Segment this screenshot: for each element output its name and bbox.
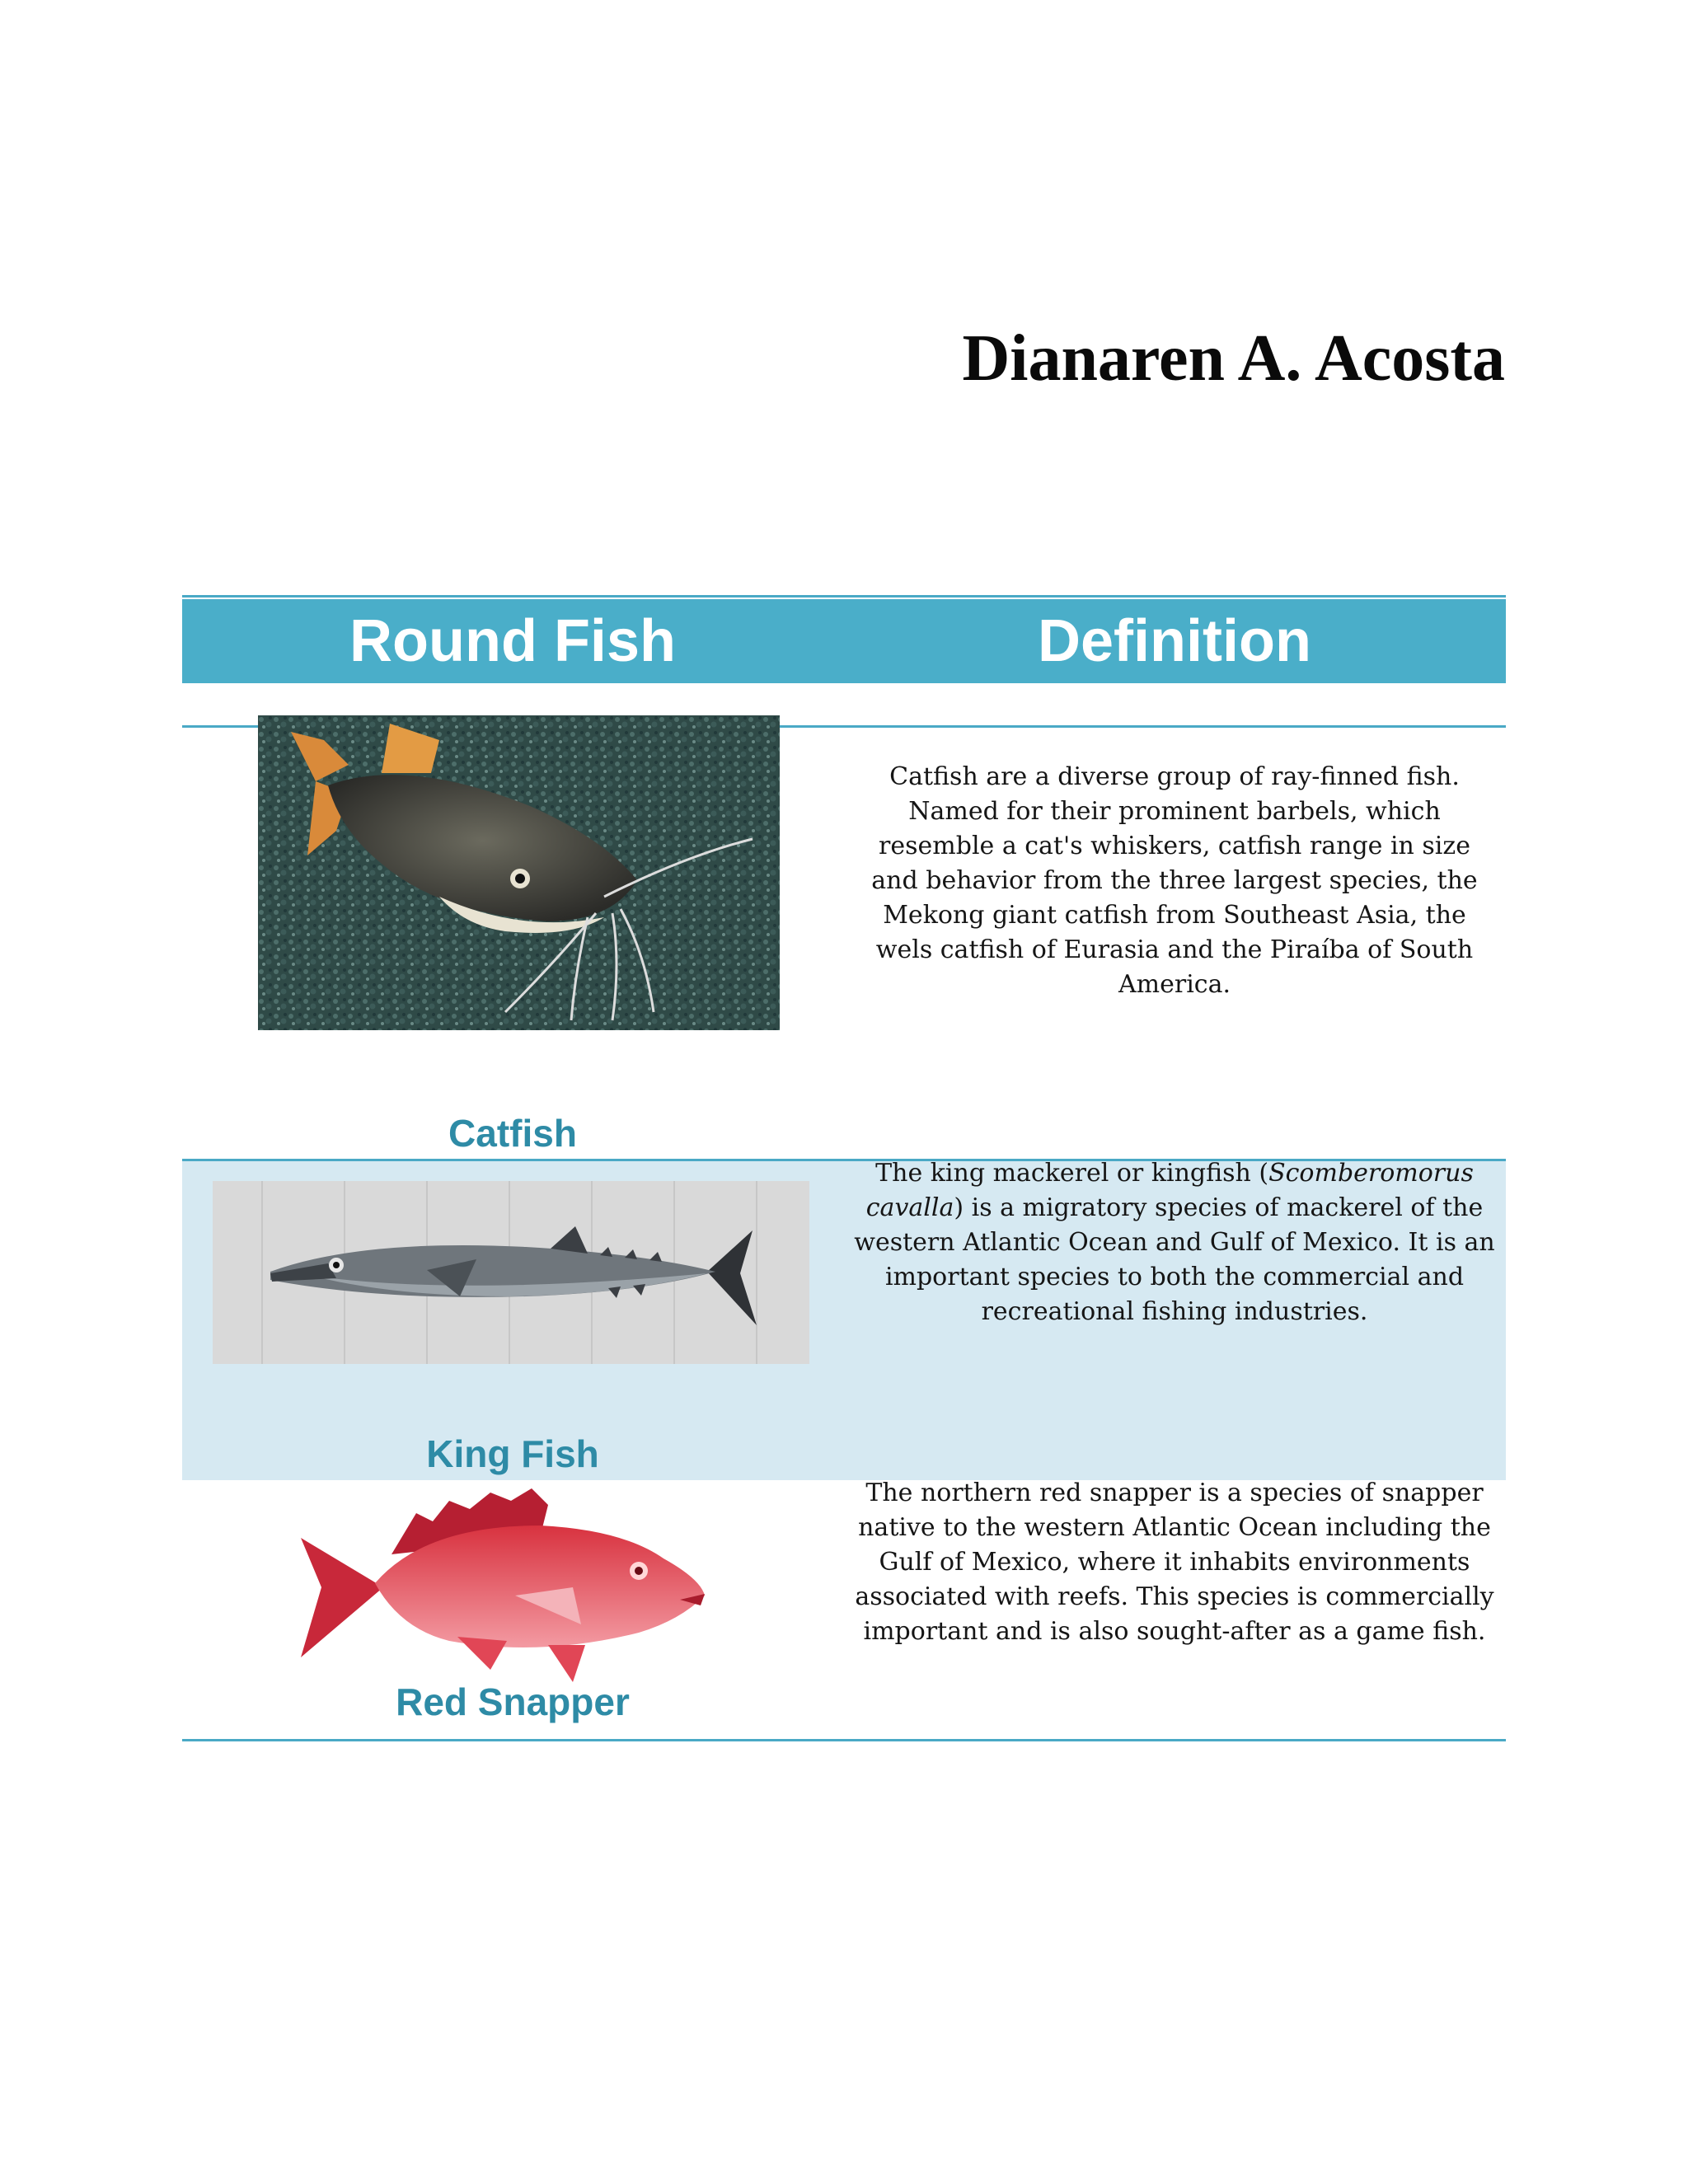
author-name: Dianaren A. Acosta xyxy=(962,322,1505,395)
header-round-fish: Round Fish xyxy=(349,608,676,674)
red-snapper-label: Red Snapper xyxy=(396,1680,630,1723)
kingfish-image xyxy=(213,1181,809,1364)
kingfish-label: King Fish xyxy=(426,1432,599,1475)
red-snapper-definition: The northern red snapper is a species of snapper native to the western Atlantic Ocean including the Gulf of Mexico, where it inhabits environments associated with reefs. This species is commercially important and is also sought-after as a game fish. xyxy=(855,1479,1494,1646)
table-bottom-border xyxy=(182,1739,1506,1741)
kingfish-scientific-name: Scomberomorus cavalla xyxy=(865,1159,1474,1222)
catfish-definition: Catfish are a diverse group of ray-finned fish. Named for their prominent barbels, which resemble a cat's whiskers, catfish range in size and behavior from the three largest species, the Mekong giant catfish from Southeast Asia, the wels catfish of Eurasia and the Piraíba of South America. xyxy=(871,762,1478,999)
header-definition: Definition xyxy=(1038,608,1311,674)
catfish-label: Catfish xyxy=(448,1112,577,1155)
red-snapper-image xyxy=(293,1480,713,1686)
kingfish-definition: The king mackerel or kingfish (Scomberomorus cavalla) is a migratory species of mackerel of the western Atlantic Ocean and Gulf of Mexico. It is an important species to both the commercial and recreational fishing industries. xyxy=(854,1159,1495,1326)
table-header xyxy=(182,599,1506,683)
catfish-image xyxy=(258,715,780,1030)
table-top-border xyxy=(182,595,1506,598)
